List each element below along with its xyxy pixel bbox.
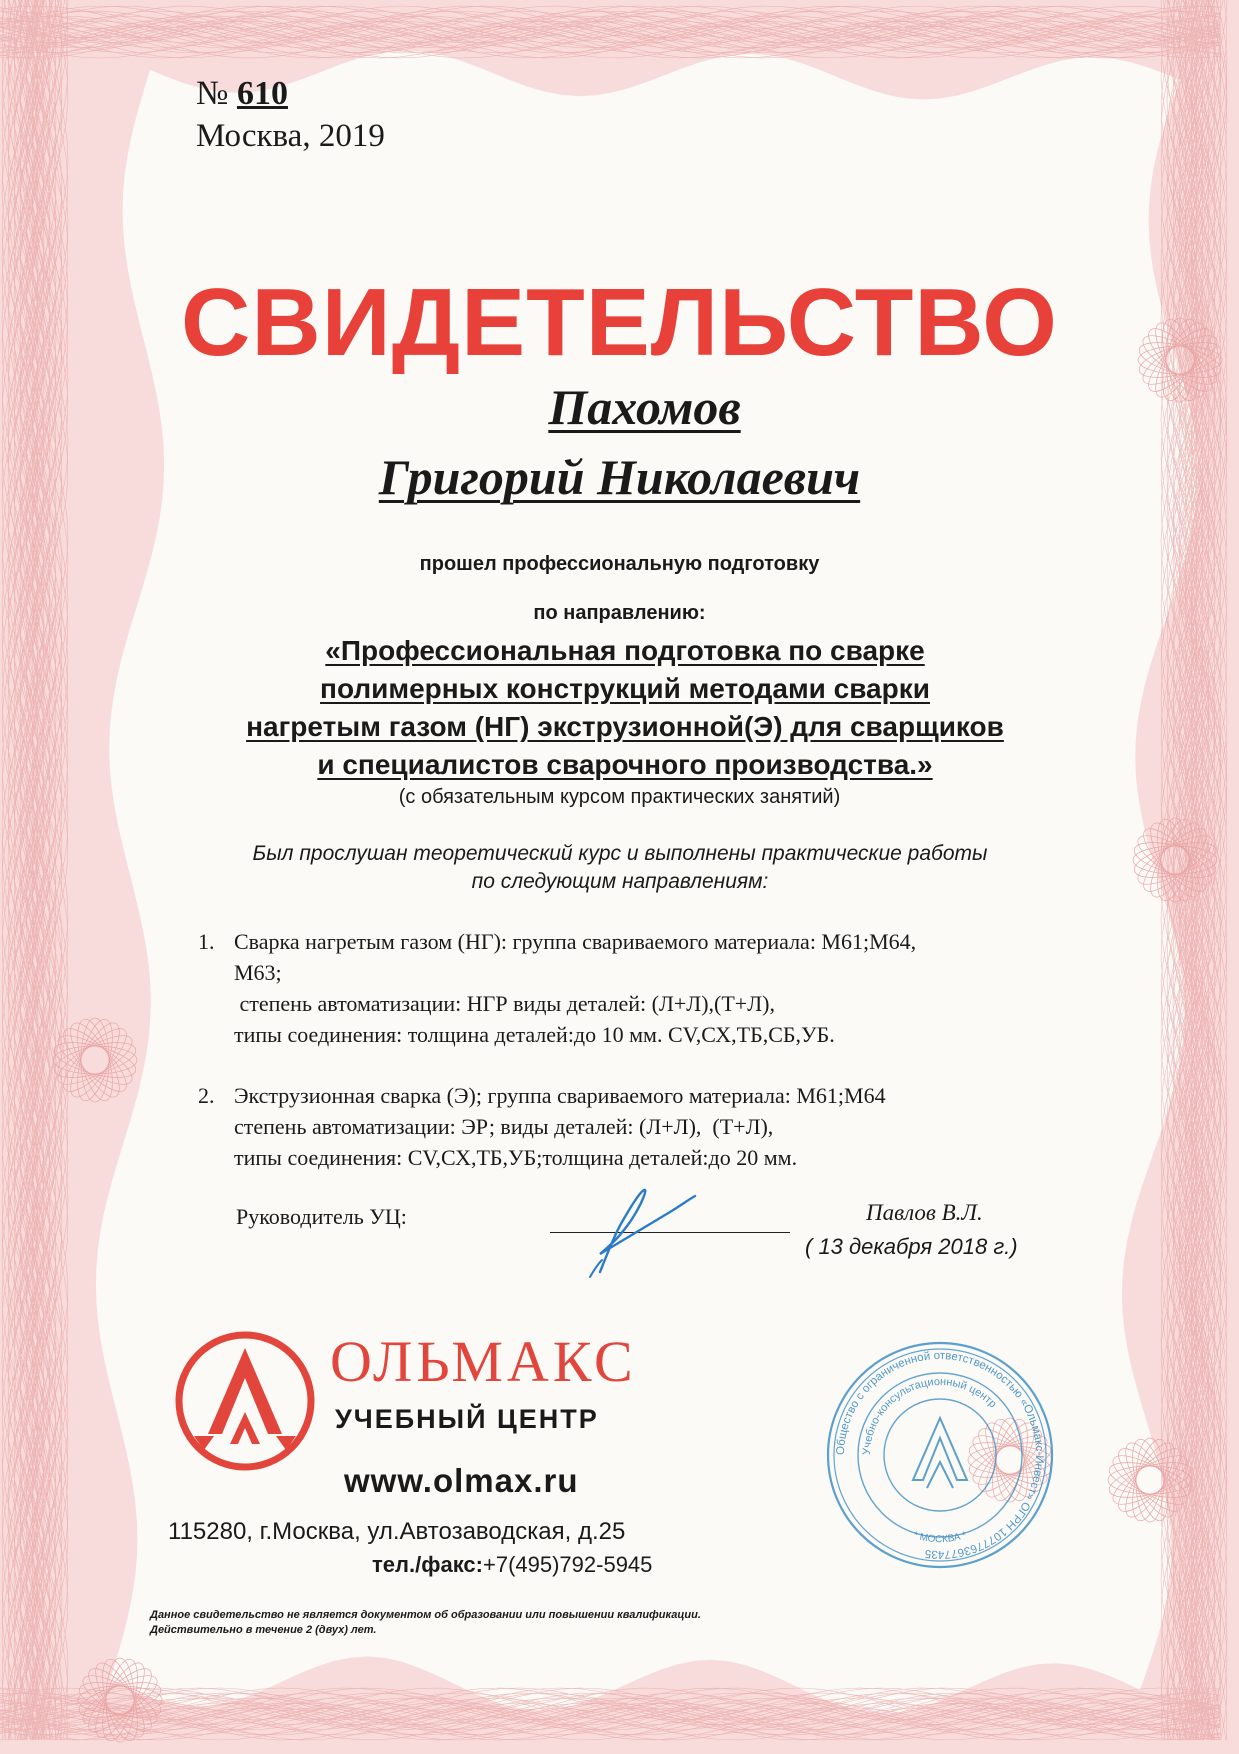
course-item-1 xyxy=(198,926,1098,1050)
item-line: степень автоматизации: ЭР; виды деталей: (Л+Л), (Т+Л), xyxy=(234,1114,774,1139)
phone-label: тел./факс: xyxy=(372,1552,483,1577)
stamp-inner-text: Учебно-консультационный центр xyxy=(860,1375,999,1456)
holder-given-names: Григорий Николаевич xyxy=(378,449,861,505)
item-number: 2. xyxy=(198,1083,215,1108)
item-line: степень автоматизации: НГР виды деталей: (Л+Л),(Т+Л), xyxy=(234,991,775,1016)
svg-text:* МОСКВА * xyxy=(912,1530,968,1545)
item-line: типы соединения: толщина деталей:до 10 мм. CV,СХ,ТБ,СБ,УБ. xyxy=(234,1022,835,1047)
item-line: Экструзионная сварка (Э); группа свариваемого материала: М61;М64 xyxy=(234,1083,886,1108)
organization-stamp xyxy=(815,1330,1065,1580)
holder-surname: Пахомов xyxy=(548,379,741,435)
number-value: 610 xyxy=(236,75,288,112)
sign-date: ( 13 декабря 2018 г.) xyxy=(805,1234,1018,1259)
brand-subtitle: УЧЕБНЫЙ ЦЕНТР xyxy=(335,1404,599,1434)
certificate-number xyxy=(196,75,288,113)
program-line: нагретым газом (НГ) экструзионной(Э) для сварщиков xyxy=(246,711,1004,742)
head-label: Руководитель УЦ: xyxy=(236,1204,407,1229)
program-note: (с обязательным курсом практических занятий) xyxy=(398,786,841,808)
svg-text:Общество с ограниченной ответс xyxy=(835,1350,1045,1560)
course-intro-line: Был прослушан теоретический курс и выполнены практические работы xyxy=(252,842,988,865)
city-year: Москва, 2019 xyxy=(196,118,385,154)
item-number: 1. xyxy=(198,929,215,954)
item-line: типы соединения: CV,СХ,ТБ,УБ;толщина деталей:до 20 мм. xyxy=(234,1145,798,1170)
program-line: полимерных конструкций методами сварки xyxy=(320,673,930,704)
program-title xyxy=(150,632,1100,784)
disclaimer xyxy=(150,1608,850,1638)
number-prefix: № xyxy=(196,75,229,112)
phone-number: +7(495)792-5945 xyxy=(482,1552,653,1577)
phone xyxy=(372,1552,652,1578)
course-item-2 xyxy=(198,1080,1098,1173)
disclaimer-line: Данное свидетельство не является документом об образовании или повышении квалификации. xyxy=(150,1609,701,1621)
item-line: Сварка нагретым газом (НГ): группа свариваемого материала: М61;М64, xyxy=(234,929,917,954)
direction-label: по направлению: xyxy=(533,602,706,624)
program-line: «Профессиональная подготовка по сварке xyxy=(325,635,925,666)
item-line: М63; xyxy=(234,960,282,985)
brand-name: ОЛЬМАКС xyxy=(330,1329,637,1394)
olmax-logo-icon xyxy=(170,1326,320,1476)
website: www.olmax.ru xyxy=(344,1462,579,1499)
stamp-ring-text: Общество с ограниченной ответственностью «Ольмакс-Инвест» ОГРН 1077763677435 xyxy=(834,1349,1046,1561)
course-intro-line: по следующим направлениям: xyxy=(471,870,769,893)
disclaimer-line: Действительно в течение 2 (двух) лет. xyxy=(150,1624,377,1636)
signature xyxy=(560,1182,710,1282)
signer-name: Павлов В.Л. xyxy=(866,1200,983,1225)
program-line: и специалистов сварочного производства.» xyxy=(317,749,933,780)
certificate-title: СВИДЕТЕЛЬСТВО xyxy=(181,269,1058,376)
address: 115280, г.Москва, ул.Автозаводская, д.25 xyxy=(168,1518,626,1545)
completed-text: прошел профессиональную подготовку xyxy=(419,553,820,575)
course-intro xyxy=(170,840,1070,896)
stamp-bottom-text: * МОСКВА * xyxy=(911,1529,969,1546)
